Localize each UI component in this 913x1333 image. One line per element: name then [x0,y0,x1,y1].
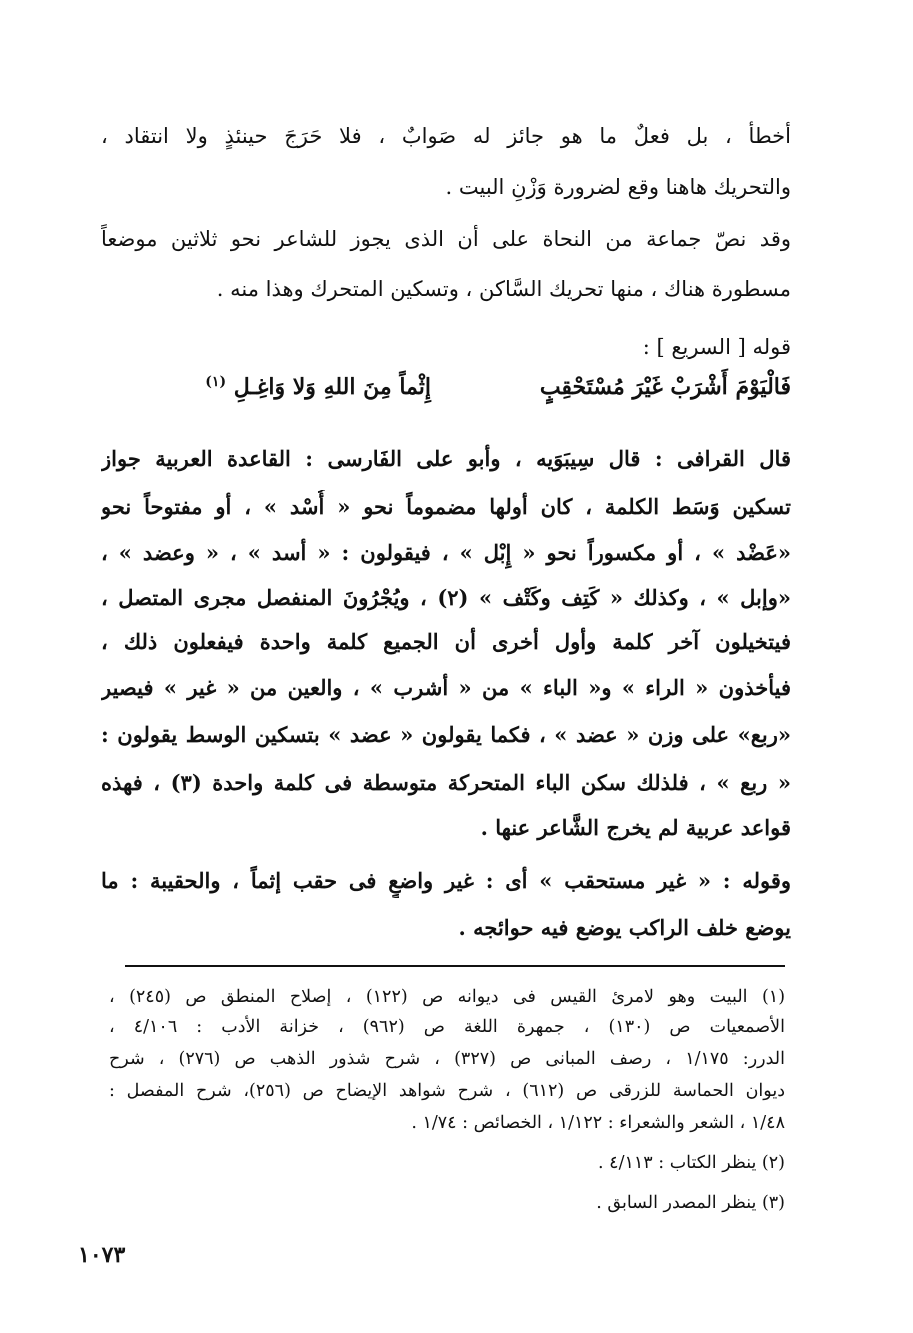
body-line: «وإبل » ، وكذلك « كَتِف وكَتْف » (٢) ، ويُجْرُونَ المنفصل مجرى المتصل ، [101,585,791,610]
body-line: فيتخيلون آخر كلمة وأول أخرى أن الجميع كلمة واحدة فيفعلون ذلك ، [101,629,791,654]
verse-hemistich-second-text: إِثْماً مِنَ اللهِ وَلا وَاغِـلِ [233,374,431,400]
footnote-line: ديوان الحماسة للزرقى ص (٦١٢) ، شرح شواهد الإيضاح ص (٢٥٦)، شرح المفصل : [109,1081,785,1101]
footnote-line: (٢) ينظر الكتاب : ٤/١١٣ . [598,1153,785,1173]
footnote-line: ١/٤٨ ، الشعر والشعراء : ١/١٢٢ ، الخصائص : ١/٧٤ . [411,1113,785,1133]
body-line: وقد نصّ جماعة من النحاة على أن الذى يجوز للشاعر نحو ثلاثين موضعاً [101,227,791,251]
footnote-line: (١) البيت وهو لامرئ القيس فى ديوانه ص (١٢٢) ، إصلاح المنطق ص (٢٤٥) ، [109,987,785,1007]
body-line: تسكين وَسَط الكلمة ، كان أولها مضموماً نحو « أُسْد » ، أو مفتوحاً نحو [101,494,791,519]
verse-hemistich-second [205,374,431,400]
body-line: قال القرافى : قال سِيبَوَيه ، وأبو على الفَارسى : القاعدة العربية جواز [101,446,791,471]
footnote-line: (٣) ينظر المصدر السابق . [596,1193,785,1213]
body-line: « ربع » ، فلذلك سكن الباء المتحركة متوسطة فى كلمة واحدة (٣) ، فهذه [101,770,791,795]
page-number: ١٠٧٣ [78,1242,126,1268]
footnote-line: الدرر: ١/١٧٥ ، رصف المبانى ص (٣٢٧) ، شرح شذور الذهب ص (٢٧٦) ، شرح [109,1049,785,1069]
body-line: يوضع خلف الراكب يوضع فيه حوائجه . [458,915,791,940]
footnote-line: الأصمعيات ص (١٣٠) ، جمهرة اللغة ص (٩٦٢) ، خزانة الأدب : ٤/١٠٦ ، [109,1017,785,1037]
body-line: والتحريك هاهنا وقع لضرورة وَزْنِ البيت . [445,175,791,199]
body-line: «عَضْد » ، أو مكسوراً نحو « إِبْل » ، فيقولون : « أسد » ، « وعضد » ، [101,540,791,565]
body-line: «ربع» على وزن « عضد » ، فكما يقولون « عضد » بتسكين الوسط يقولون : [101,722,791,747]
body-line: فيأخذون « الراء » و« الباء » من « أشرب » ، والعين من « غير » فيصير [101,675,791,700]
body-line: أخطأ ، بل فعلٌ ما هو جائز له صَوابٌ ، فلا حَرَجَ حينئذٍ ولا انتقاد ، [101,124,791,148]
body-line: قواعد عربية لم يخرج الشَّاعر عنها . [480,815,791,840]
verse-hemistich-first: فَالْيَوْمَ أَشْرَبْ غَيْرَ مُسْتَحْقِبٍ [539,374,791,400]
body-line: وقوله : « غير مستحقب » أى : غير واضعٍ فى حقب إثماً ، والحقيبة : ما [101,868,791,893]
footnote-divider [125,965,785,967]
body-line: قوله [ السريع ] : [642,335,791,359]
footnote-marker: (١) [205,374,227,390]
body-line: مسطورة هناك ، منها تحريك السَّاكن ، وتسكين المتحرك وهذا منه . [216,277,791,301]
poetry-verse [101,374,791,418]
